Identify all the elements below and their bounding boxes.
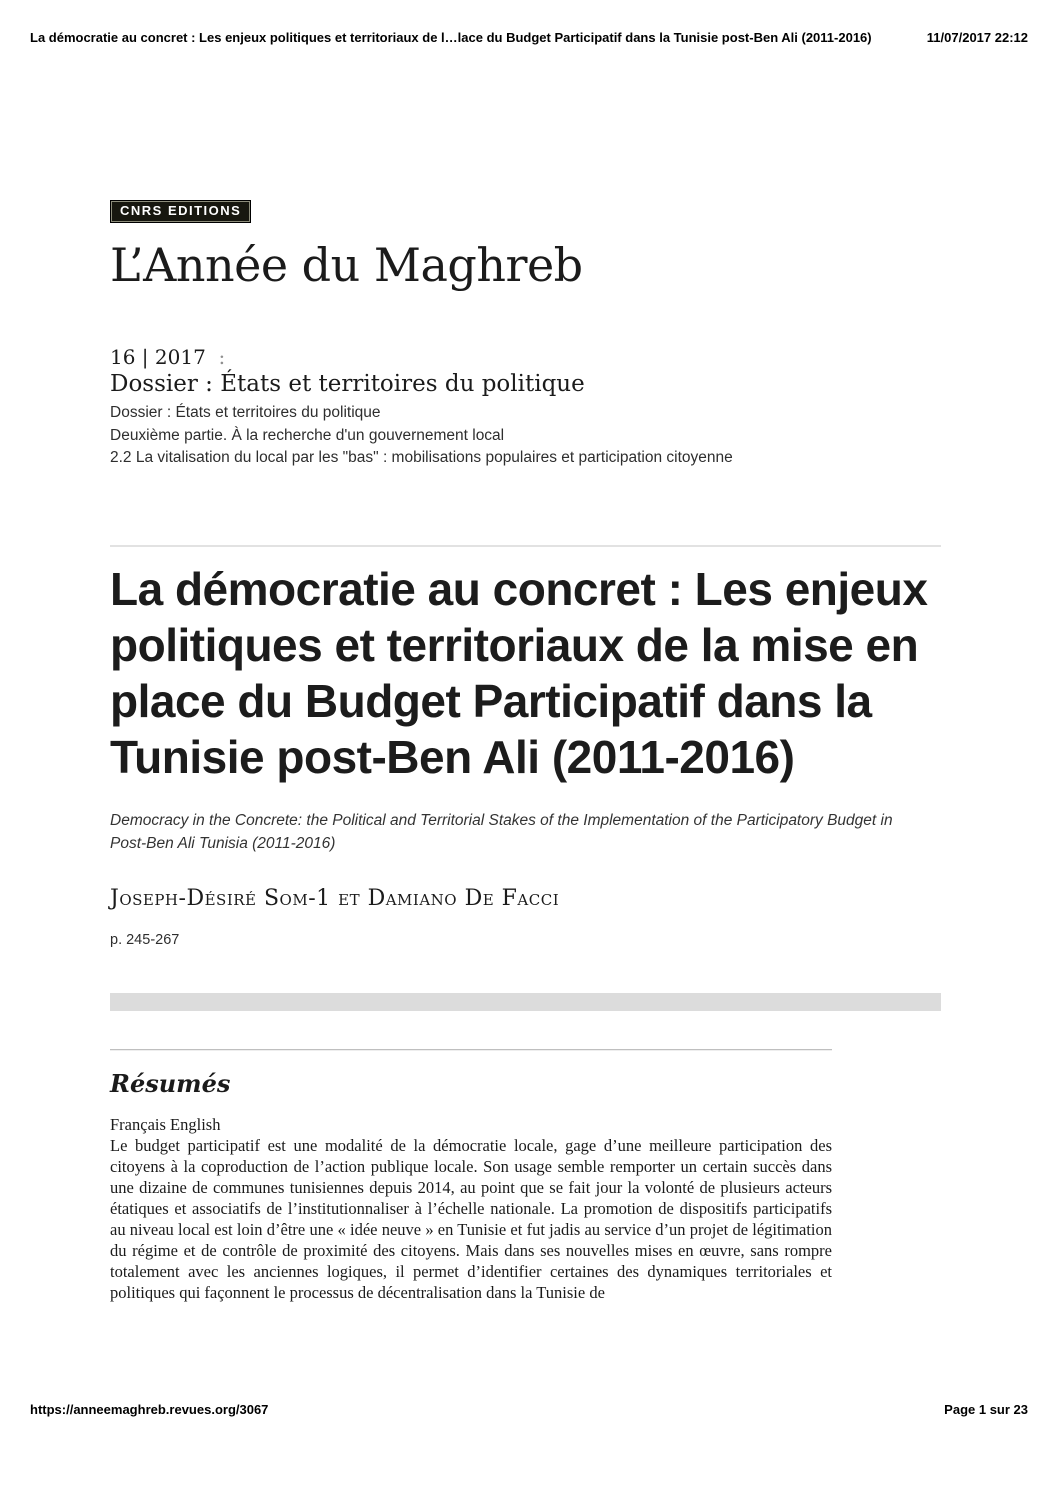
journal-title: L’Année du Maghreb	[110, 238, 583, 292]
issue-colon: :	[218, 345, 226, 369]
print-footer-url: https://anneemaghreb.revues.org/3067	[30, 1402, 269, 1417]
tab-francais[interactable]: Français	[110, 1114, 166, 1134]
resumes-heading: Résumés	[110, 1068, 231, 1098]
top-divider	[110, 545, 941, 547]
breadcrumb	[110, 402, 941, 470]
page-content	[110, 200, 941, 1303]
issue-title: Dossier : États et territoires du politique	[110, 371, 585, 397]
issue-line	[110, 345, 941, 369]
breadcrumb-part: Deuxième partie. À la recherche d'un gouvernement local	[110, 426, 505, 444]
abstract-language-tabs	[110, 1114, 941, 1135]
print-footer	[30, 1402, 1028, 1417]
gray-placeholder-bar	[110, 993, 941, 1011]
issue-number: 16 | 2017	[110, 345, 206, 369]
tab-english[interactable]: English	[170, 1114, 221, 1134]
article-title: La démocratie au concret : Les enjeux politiques et territoriaux de la mise en place du Budget Participatif dans la Tunisie post-Ben Ali (2011-2016)	[110, 562, 928, 783]
article-page-range: p. 245-267	[110, 931, 180, 948]
resumes-divider	[110, 1049, 832, 1050]
print-header	[30, 30, 1028, 45]
article-title-english: Democracy in the Concrete: the Political and Territorial Stakes of the Implementation of the Participatory Budget in Post-Ben Ali Tunisia (2011-2016)	[110, 811, 893, 852]
print-header-datetime: 11/07/2017 22:12	[926, 30, 1028, 45]
print-header-document-title: La démocratie au concret : Les enjeux politiques et territoriaux de l…lace du Budget Participatif dans la Tunisie post-Ben Ali (2011-2016)	[30, 30, 872, 45]
breadcrumb-section: 2.2 La vitalisation du local par les "bas" : mobilisations populaires et participation citoyenne	[110, 449, 733, 466]
breadcrumb-dossier: Dossier : États et territoires du politique	[110, 404, 381, 421]
print-footer-page-indicator: Page 1 sur 23	[944, 1402, 1028, 1417]
abstract-french-text: Le budget participatif est une modalité de la démocratie locale, gage d’une meilleure participation des citoyens à la coproduction de l’action publique locale. Son usage semble remporter un certain succès dans une dizaine de communes tunisiennes depuis 2014, au point que se fait jour la volonté de plusieurs acteurs étatiques et associatifs de l’institutionnaliser à l’échelle nationale. La promotion de dispositifs participatifs au niveau local est loin d’être une « idée neuve » en Tunisie et fut jadis au service d’un projet de légitimation du régime et de contrôle de proximité des citoyens. Mais dans ses nouvelles mises en œuvre, sans rompre totalement avec les anciennes logiques, il permet d’identifier certaines des dynamiques territoriales et politiques qui façonnent le processus de décentralisation dans la Tunisie de	[110, 1135, 832, 1302]
article-authors: Joseph-Désiré Som-1 et Damiano De Facci	[110, 885, 560, 911]
cnrs-editions-badge: CNRS EDITIONS	[110, 200, 251, 223]
